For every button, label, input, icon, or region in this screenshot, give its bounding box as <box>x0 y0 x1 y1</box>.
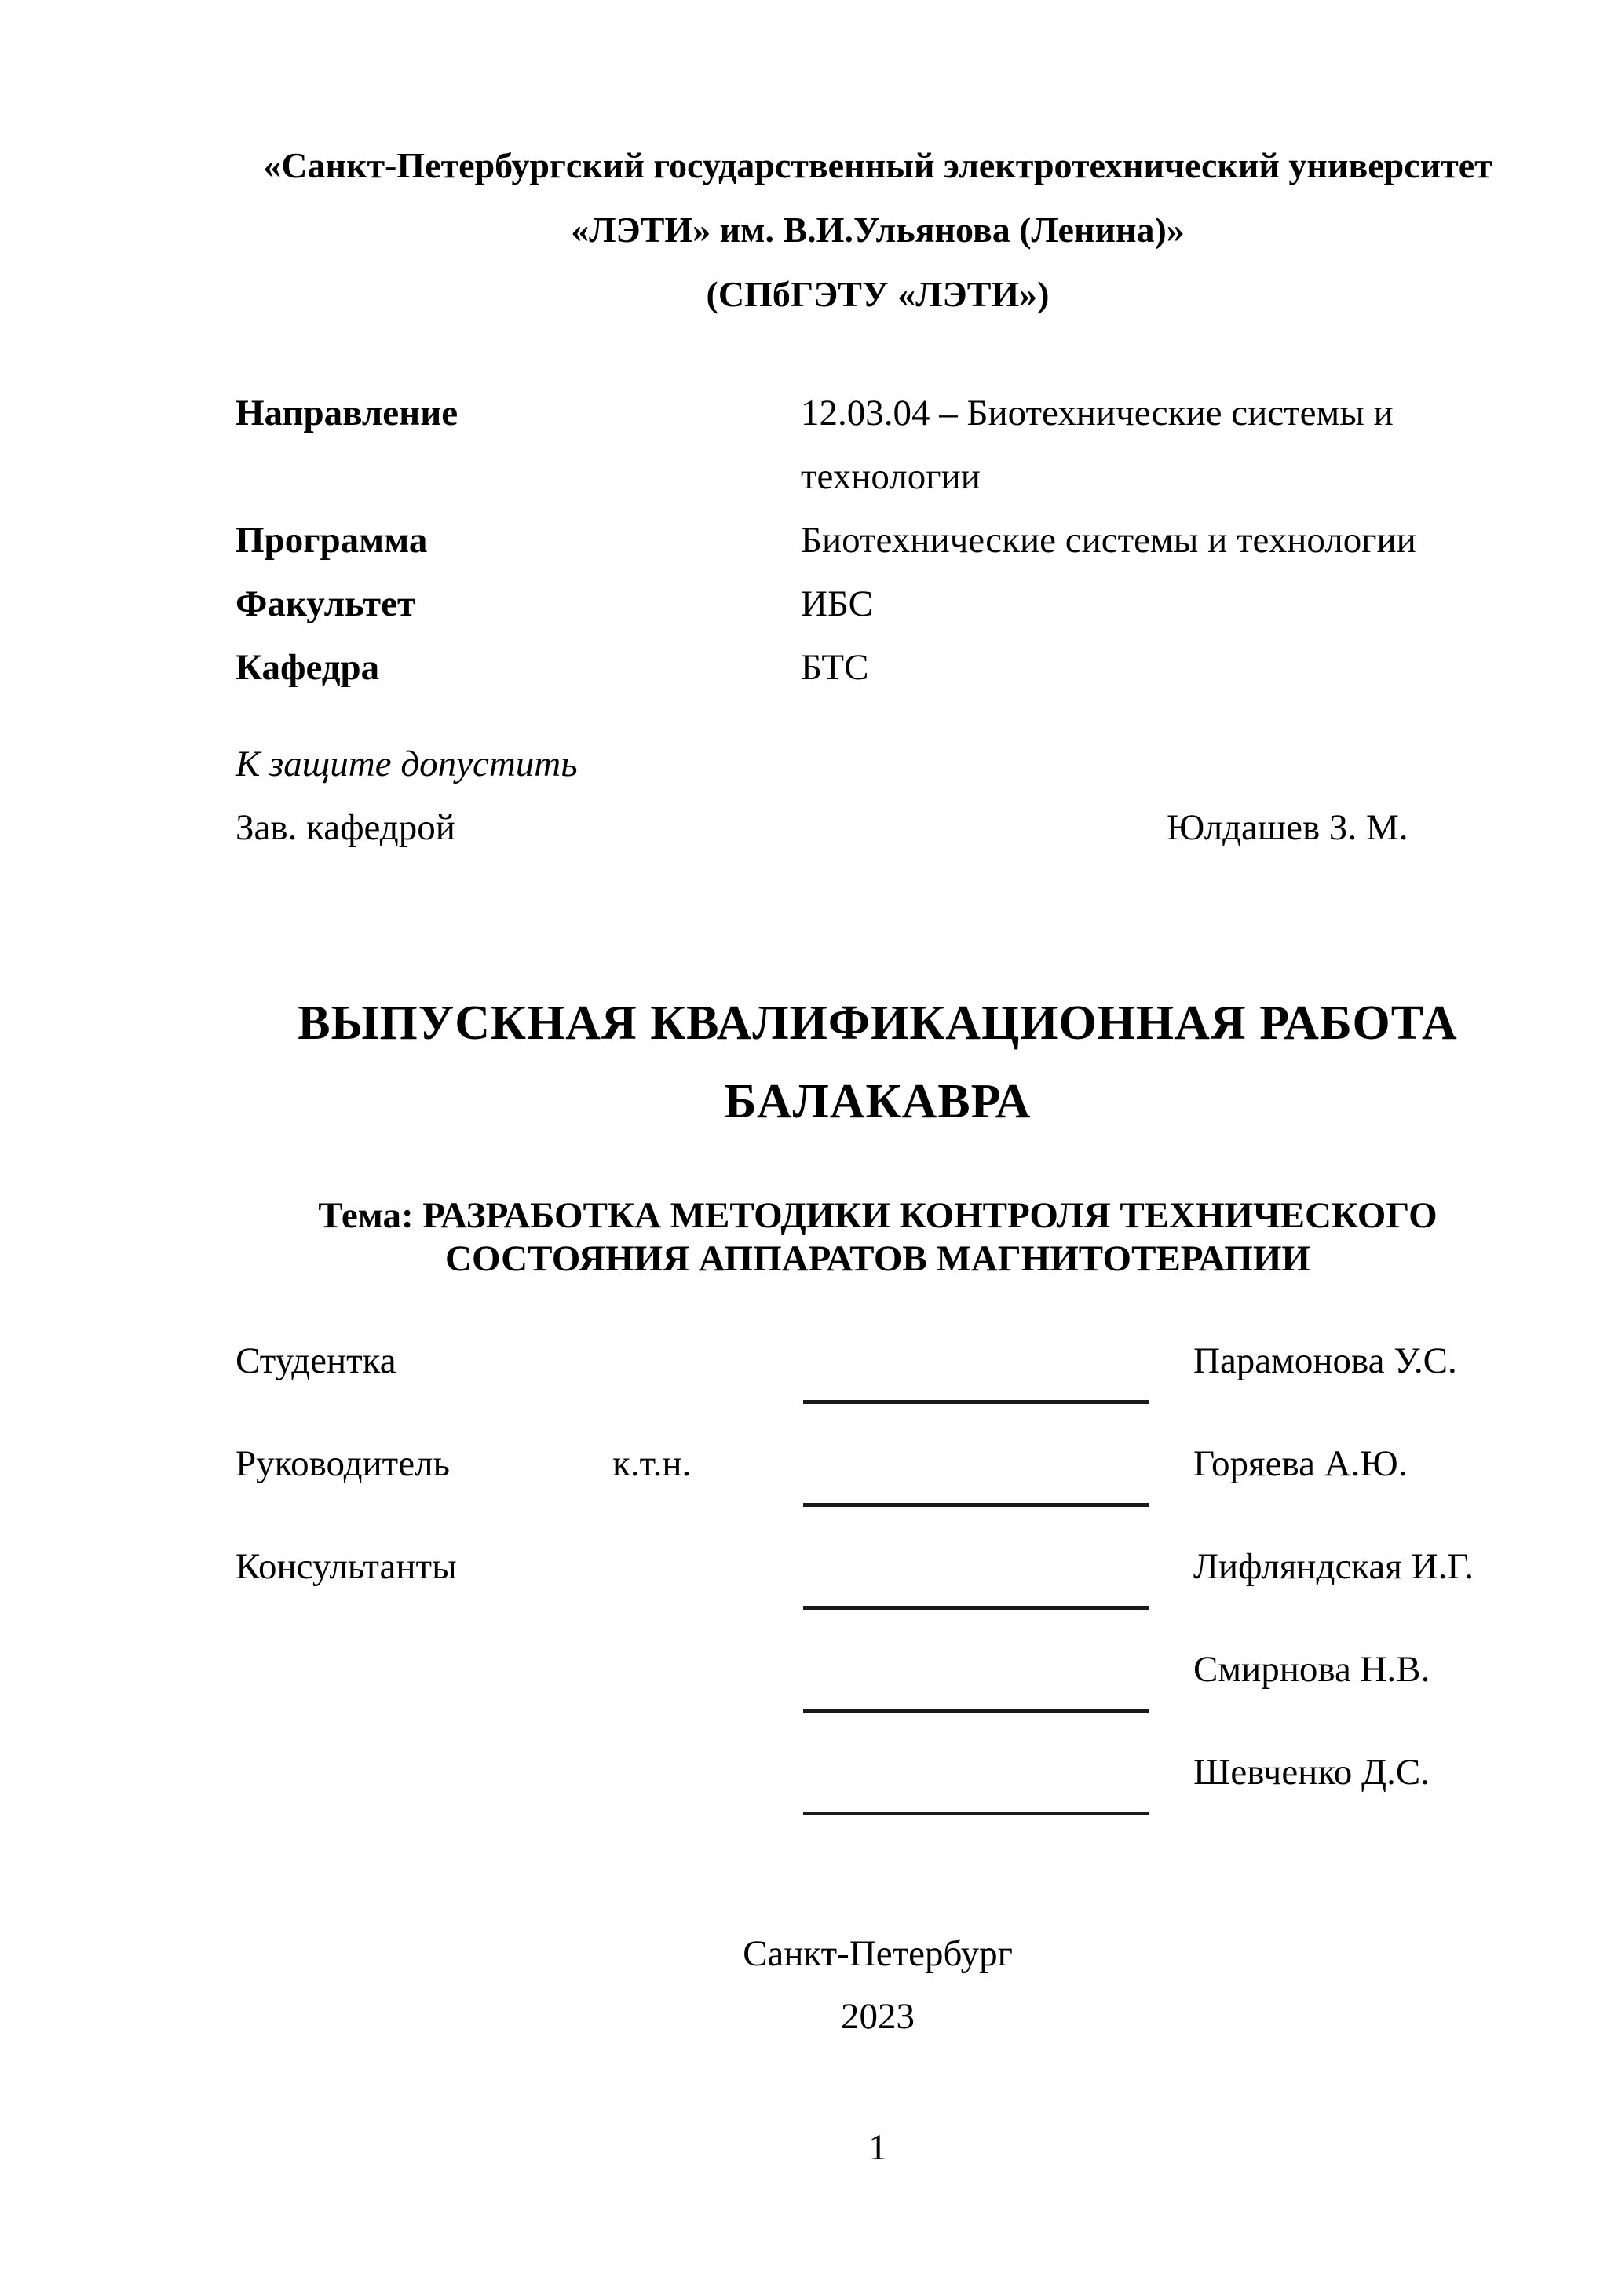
signature-line <box>803 1606 1149 1610</box>
signature-role: Консультанты <box>236 1546 457 1587</box>
page-number: 1 <box>868 2127 887 2168</box>
field-label-direction: Направление <box>236 393 458 433</box>
footer-year: 2023 <box>841 1996 915 2037</box>
field-value-department: БТС <box>801 647 869 688</box>
university-abbreviation: (СПбГЭТУ «ЛЭТИ») <box>706 274 1050 314</box>
signature-name: Смирнова Н.В. <box>1193 1649 1430 1690</box>
field-label-faculty: Факультет <box>236 583 416 624</box>
department-head-position: Зав. кафедрой <box>236 807 455 848</box>
admission-row <box>236 796 1520 860</box>
signature-row-consultant-3 <box>236 1751 1520 1794</box>
signature-name: Парамонова У.С. <box>1193 1340 1457 1381</box>
field-label-program: Программа <box>236 520 428 561</box>
signature-name: Горяева А.Ю. <box>1193 1443 1408 1484</box>
signature-line <box>803 1709 1149 1713</box>
admission-block <box>236 733 1520 860</box>
field-value-direction: 12.03.04 – Биотехнические системы и технологии <box>801 393 1394 497</box>
signature-line <box>803 1503 1149 1507</box>
field-label-department: Кафедра <box>236 647 380 688</box>
field-value-faculty: ИБС <box>801 583 873 624</box>
thesis-topic-line1: Тема: РАЗРАБОТКА МЕТОДИКИ КОНТРОЛЯ ТЕХНИЧЕСКОГО <box>318 1195 1438 1236</box>
signature-row-student <box>236 1340 1520 1383</box>
signature-qualifier: к.т.н. <box>612 1443 692 1484</box>
signature-row-consultant-2 <box>236 1648 1520 1691</box>
signature-row-consultant-1 <box>236 1545 1520 1589</box>
thesis-title <box>236 984 1520 1141</box>
thesis-title-line1: ВЫПУСКНАЯ КВАЛИФИКАЦИОННАЯ РАБОТА <box>298 996 1458 1050</box>
signature-line <box>803 1812 1149 1815</box>
university-name-line2: «ЛЭТИ» им. В.И.Ульянова (Ленина)» <box>571 210 1185 250</box>
thesis-topic <box>236 1194 1520 1281</box>
thesis-topic-line2: СОСТОЯНИЯ АППАРАТОВ МАГНИТОТЕРАПИИ <box>445 1238 1310 1279</box>
thesis-title-line2: БАЛАКАВРА <box>724 1075 1032 1128</box>
department-head-name: Юлдашев З. М. <box>1167 807 1408 848</box>
signature-role: Руководитель <box>236 1443 450 1484</box>
signature-name: Лифляндская И.Г. <box>1193 1546 1474 1587</box>
signature-name: Шевченко Д.С. <box>1193 1752 1430 1793</box>
university-name-line1: «Санкт-Петербургский государственный электротехнический университет <box>263 145 1492 185</box>
signature-role: Студентка <box>236 1340 396 1381</box>
signatures-block <box>236 1340 1520 1794</box>
document-footer <box>236 1922 1520 2048</box>
university-header <box>236 133 1520 327</box>
footer-city: Санкт-Петербург <box>743 1933 1013 1974</box>
program-fields <box>236 382 1520 700</box>
field-value-program: Биотехнические системы и технологии <box>801 520 1416 561</box>
admission-note: К защите допустить <box>236 744 578 784</box>
signature-line <box>803 1400 1149 1404</box>
signature-row-supervisor <box>236 1442 1520 1486</box>
